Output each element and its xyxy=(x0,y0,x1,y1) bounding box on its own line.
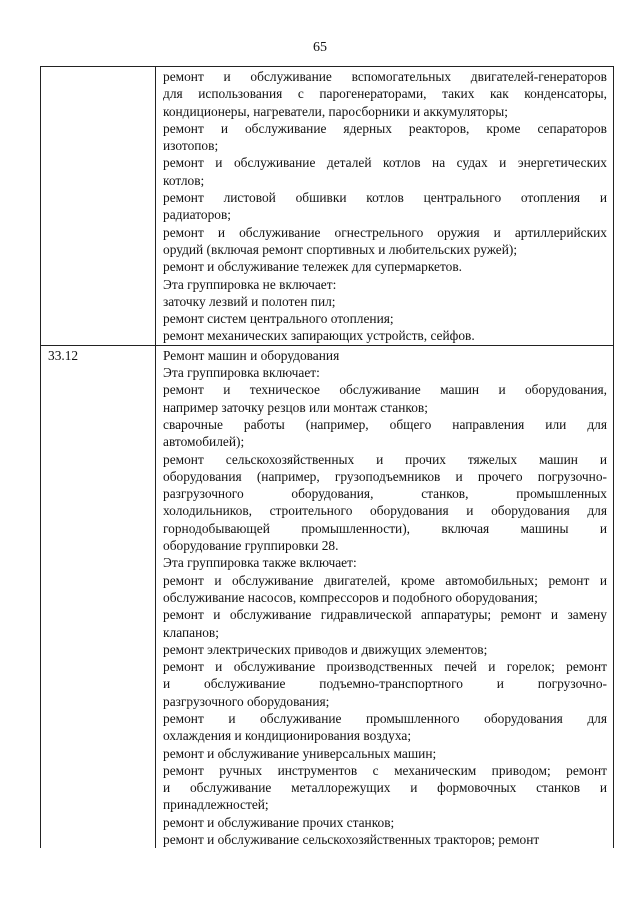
description-line: радиаторов; xyxy=(163,207,232,223)
description-line: автомобилей); xyxy=(163,434,245,450)
description-line: ремонт и обслуживание ядерных реакторов, кроме сепараторов xyxy=(163,120,607,136)
description-line: и обслуживание подъемно-транспортного и погрузочно- xyxy=(163,676,607,692)
classification-table xyxy=(40,66,614,848)
description-line: разгрузочного оборудования, станков, промышленных xyxy=(163,486,607,502)
description-line: ремонт электрических приводов и движущих элементов; xyxy=(163,641,488,657)
description-line: орудий (включая ремонт спортивных и любительских ружей); xyxy=(163,241,518,257)
page-number: 65 xyxy=(313,40,327,55)
description-line: холодильников, строительного оборудования и оборудования для xyxy=(163,503,607,519)
description-line: ремонт и обслуживание универсальных машин; xyxy=(163,745,437,761)
description-line: котлов; xyxy=(163,172,205,188)
description-line: ремонт и техническое обслуживание машин и оборудования, xyxy=(163,382,607,398)
description-line: ремонт и обслуживание деталей котлов на судах и энергетических xyxy=(163,155,607,171)
description-line: клапанов; xyxy=(163,624,219,640)
description-line: для использования с парогенераторами, таких как конденсаторы, xyxy=(163,86,607,102)
code-cell xyxy=(41,67,156,346)
description-line: Ремонт машин и оборудования xyxy=(163,347,340,363)
description-line: ремонт сельскохозяйственных и прочих тяжелых машин и xyxy=(163,451,607,467)
description-line: ремонт и обслуживание сельскохозяйственных тракторов; ремонт xyxy=(163,832,540,848)
description-line: ремонт и обслуживание гидравлической аппаратуры; ремонт и замену xyxy=(163,607,607,623)
description-line: ремонт и обслуживание производственных печей и горелок; ремонт xyxy=(163,659,607,675)
description-line: ремонт и обслуживание вспомогательных двигателей-генераторов xyxy=(163,69,607,84)
table-row xyxy=(41,67,614,346)
description-line: горнодобывающей промышленности), включая машины и xyxy=(163,520,607,536)
description-line: и обслуживание металлорежущих и формовочных станков и xyxy=(163,780,607,796)
description-line: обслуживание насосов, компрессоров и подобного оборудования; xyxy=(163,589,538,605)
description-line: ремонт листовой обшивки котлов центрального отопления и xyxy=(163,190,607,206)
description-line: ремонт систем центрального отопления; xyxy=(163,311,394,327)
description-line: принадлежностей; xyxy=(163,797,269,813)
description-line: например заточку резцов или монтаж станков; xyxy=(163,399,428,415)
table-row xyxy=(41,345,614,848)
description-line: кондиционеры, нагреватели, паросборники и аккумуляторы; xyxy=(163,103,509,119)
description-line: изотопов; xyxy=(163,138,219,154)
description-line: сварочные работы (например, общего направления или для xyxy=(163,416,607,432)
description-line: оборудование группировки 28. xyxy=(163,538,339,554)
code-cell: 33.12 xyxy=(41,345,156,848)
description-line: охлаждения и кондиционирования воздуха; xyxy=(163,728,412,744)
description-line: Эта группировка не включает: xyxy=(163,276,337,292)
description-line: Эта группировка включает: xyxy=(163,365,320,381)
description-line: ремонт и обслуживание двигателей, кроме автомобильных; ремонт и xyxy=(163,572,607,588)
description-line: ремонт и обслуживание огнестрельного оружия и артиллерийских xyxy=(163,224,607,240)
description-cell xyxy=(156,345,614,848)
description-line: ремонт и обслуживание прочих станков; xyxy=(163,814,395,830)
description-line: ремонт ручных инструментов с механическим приводом; ремонт xyxy=(163,762,607,778)
description-line: оборудования (например, грузоподъемников и прочего погрузочно- xyxy=(163,468,607,484)
description-line: ремонт и обслуживание промышленного оборудования для xyxy=(163,710,607,726)
description-line: разгрузочного оборудования; xyxy=(163,693,330,709)
description-line: ремонт и обслуживание тележек для супермаркетов. xyxy=(163,259,463,275)
description-cell xyxy=(156,67,614,346)
description-line: ремонт механических запирающих устройств, сейфов. xyxy=(163,328,475,344)
description-line: заточку лезвий и полотен пил; xyxy=(163,293,336,309)
description-line: Эта группировка также включает: xyxy=(163,555,357,571)
